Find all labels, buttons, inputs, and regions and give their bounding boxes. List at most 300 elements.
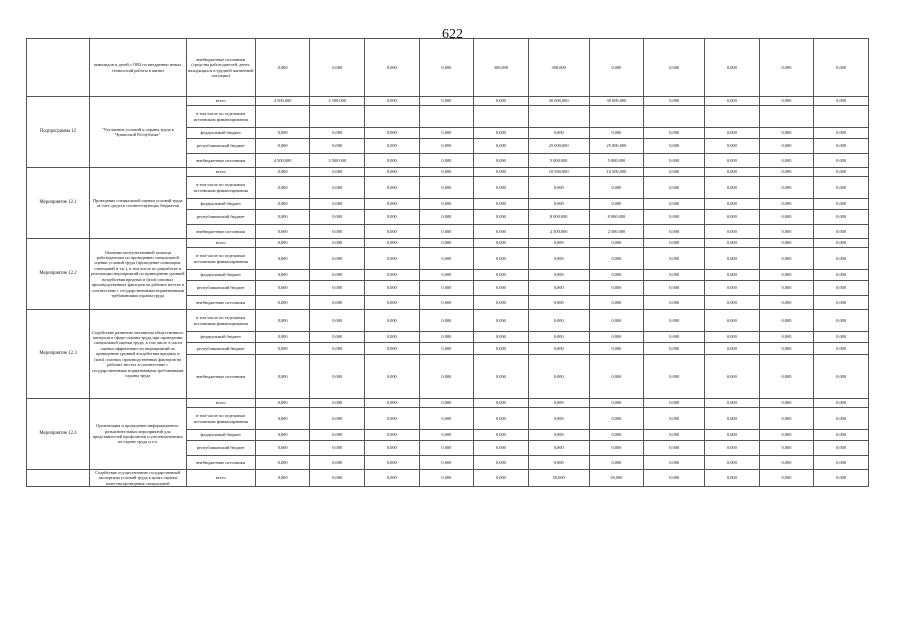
- amount-cell: 0,000: [814, 343, 869, 355]
- amount-cell: 0,000: [759, 97, 814, 106]
- funding-source-cell: всего: [186, 168, 255, 177]
- table-row: [27, 399, 869, 408]
- amount-cell: 0,000: [419, 456, 474, 470]
- amount-cell: 0,000: [644, 310, 705, 332]
- amount-cell: 0,000: [644, 199, 705, 210]
- amount-cell: 8 000,000: [589, 210, 644, 225]
- funding-source-cell: в том числе по отдельным источникам финансирования: [186, 310, 255, 332]
- amount-cell: 0,000: [644, 296, 705, 310]
- amount-cell: 0,000: [365, 399, 420, 408]
- amount-cell: 0,000: [365, 39, 420, 97]
- amount-cell: 0,000: [814, 177, 869, 199]
- amount-cell: 4 500,000: [255, 97, 310, 106]
- program-code-cell: Мероприятие 12.4: [27, 399, 90, 470]
- amount-cell: 0,000: [705, 177, 760, 199]
- program-code-cell: Подпрограмма 12: [27, 97, 90, 168]
- program-code-cell: Мероприятие 12.2: [27, 239, 90, 310]
- amount-cell: 0,000: [759, 225, 814, 239]
- amount-cell: 0,000: [310, 296, 365, 310]
- funding-source-cell: всего: [186, 470, 255, 487]
- funding-source-cell: всего: [186, 239, 255, 248]
- amount-cell: 0,000: [310, 441, 365, 456]
- amount-cell: 0,000: [528, 296, 589, 310]
- amount-cell: 0,000: [419, 239, 474, 248]
- amount-cell: 0,000: [759, 470, 814, 487]
- amount-cell: 0,000: [814, 270, 869, 281]
- amount-cell: 0,000: [759, 296, 814, 310]
- amount-cell: 0,000: [644, 332, 705, 343]
- amount-cell: 2 500,000: [528, 225, 589, 239]
- funding-source-cell: федеральный бюджет: [186, 332, 255, 343]
- amount-cell: 0,000: [705, 210, 760, 225]
- amount-cell: 0,000: [310, 210, 365, 225]
- amount-cell: 0,000: [705, 239, 760, 248]
- program-name-cell: Организация и проведение информационно-разъяснительных мероприятий для представителей профсоюзов и уполномоченных по охране труда и т.п.: [89, 399, 186, 470]
- amount-cell: 0,000: [759, 270, 814, 281]
- amount-cell: 0,000: [474, 139, 529, 154]
- amount-cell: 0,000: [310, 281, 365, 296]
- amount-cell: 0,000: [419, 332, 474, 343]
- amount-cell: 0,000: [419, 248, 474, 270]
- amount-cell: 0,000: [365, 456, 420, 470]
- funding-source-cell: в том числе по отдельным источникам финансирования: [186, 177, 255, 199]
- amount-cell: 0,000: [589, 296, 644, 310]
- program-name-cell: Содействие осуществлению государственной экспертизы условий труда в целях оценки качества проведения специальной: [89, 470, 186, 487]
- amount-cell: 0,000: [705, 310, 760, 332]
- amount-cell: 0,000: [474, 456, 529, 470]
- amount-cell: 0,000: [310, 355, 365, 399]
- amount-cell: 25 000,000: [589, 139, 644, 154]
- funding-source-cell: в том числе по отдельным источникам финансирования: [186, 106, 255, 128]
- amount-cell: 0,000: [474, 470, 529, 487]
- amount-cell: 0,000: [310, 168, 365, 177]
- amount-cell: 0,000: [814, 139, 869, 154]
- amount-cell: 0,000: [814, 199, 869, 210]
- amount-cell: 0,000: [365, 470, 420, 487]
- amount-cell: 0,000: [419, 441, 474, 456]
- table-row: [27, 239, 869, 248]
- amount-cell: 0,000: [474, 210, 529, 225]
- program-name-cell: инвалидов и детей с ОВЗ по внедрению новых технологий работы в жизни: [89, 39, 186, 97]
- amount-cell: 0,000: [474, 355, 529, 399]
- amount-cell: 0,000: [759, 399, 814, 408]
- amount-cell: 0,000: [528, 177, 589, 199]
- amount-cell: 0,000: [310, 470, 365, 487]
- funding-source-cell: республиканский бюджет: [186, 343, 255, 355]
- table-row: [27, 310, 869, 332]
- amount-cell: 0,000: [644, 343, 705, 355]
- amount-cell: 0,000: [814, 355, 869, 399]
- amount-cell: 0,000: [419, 343, 474, 355]
- amount-cell: 8 000,000: [528, 210, 589, 225]
- amount-cell: 0,000: [705, 456, 760, 470]
- amount-cell: 0,000: [814, 310, 869, 332]
- amount-cell: 0,000: [310, 199, 365, 210]
- amount-cell: 0,000: [255, 310, 310, 332]
- amount-cell: 0,000: [528, 456, 589, 470]
- amount-cell: 0,000: [528, 310, 589, 332]
- funding-source-cell: республиканский бюджет: [186, 441, 255, 456]
- amount-cell: 0,000: [589, 408, 644, 430]
- funding-source-cell: республиканский бюджет: [186, 139, 255, 154]
- amount-cell: 0,000: [310, 177, 365, 199]
- amount-cell: 0,000: [255, 332, 310, 343]
- amount-cell: 0,000: [759, 343, 814, 355]
- amount-cell: 0,000: [705, 430, 760, 441]
- amount-cell: 0,000: [474, 310, 529, 332]
- amount-cell: 0,000: [255, 408, 310, 430]
- amount-cell: 0,000: [255, 470, 310, 487]
- amount-cell: 0,000: [589, 177, 644, 199]
- amount-cell: 0,000: [705, 296, 760, 310]
- program-name-cell: "Улучшение условий и охраны труда в Чувашской Республике": [89, 97, 186, 168]
- amount-cell: 0,000: [255, 39, 310, 97]
- funding-source-cell: внебюджетные источники: [186, 456, 255, 470]
- amount-cell: 0,000: [759, 168, 814, 177]
- amount-cell: 0,000: [644, 128, 705, 139]
- amount-cell: 0,000: [365, 343, 420, 355]
- amount-cell: 0,000: [705, 225, 760, 239]
- amount-cell: 4 500,000: [255, 154, 310, 168]
- amount-cell: 0,000: [474, 408, 529, 430]
- amount-cell: 0,000: [255, 343, 310, 355]
- amount-cell: 0,000: [365, 168, 420, 177]
- amount-cell: 0,000: [528, 128, 589, 139]
- funding-source-cell: республиканский бюджет: [186, 210, 255, 225]
- amount-cell: 0,000: [365, 239, 420, 248]
- amount-cell: 0,000: [644, 470, 705, 487]
- program-code-cell: Мероприятие 12.3: [27, 310, 90, 399]
- amount-cell: 0,000: [589, 430, 644, 441]
- amount-cell: 0,000: [419, 225, 474, 239]
- amount-cell: 0,000: [528, 199, 589, 210]
- amount-cell: 0,000: [474, 177, 529, 199]
- amount-cell: 0,000: [419, 154, 474, 168]
- amount-cell: 0,000: [474, 281, 529, 296]
- amount-cell: 0,000: [474, 430, 529, 441]
- amount-cell: 0,000: [255, 248, 310, 270]
- amount-cell: 0,000: [528, 239, 589, 248]
- amount-cell: 0,000: [310, 399, 365, 408]
- amount-cell: 0,000: [589, 441, 644, 456]
- program-code-cell: [27, 39, 90, 97]
- amount-cell: 0,000: [474, 399, 529, 408]
- amount-cell: 0,000: [474, 332, 529, 343]
- amount-cell: 0,000: [419, 408, 474, 430]
- amount-cell: 0,000: [705, 97, 760, 106]
- amount-cell: 0,000: [419, 210, 474, 225]
- amount-cell: 0,000: [705, 343, 760, 355]
- amount-cell: 0,000: [759, 332, 814, 343]
- amount-cell: 0,000: [814, 154, 869, 168]
- amount-cell: 0,000: [705, 139, 760, 154]
- amount-cell: 0,000: [255, 441, 310, 456]
- amount-cell: 0,000: [705, 39, 760, 97]
- amount-cell: 0,000: [474, 296, 529, 310]
- amount-cell: [365, 106, 420, 128]
- amount-cell: 0,000: [759, 248, 814, 270]
- amount-cell: [474, 106, 529, 128]
- amount-cell: 0,000: [589, 456, 644, 470]
- amount-cell: [814, 106, 869, 128]
- amount-cell: 0,000: [419, 310, 474, 332]
- amount-cell: 0,000: [365, 128, 420, 139]
- amount-cell: 0,000: [365, 310, 420, 332]
- amount-cell: 0,000: [759, 239, 814, 248]
- amount-cell: 0,000: [255, 168, 310, 177]
- amount-cell: 0,000: [528, 332, 589, 343]
- table-row: [27, 168, 869, 177]
- amount-cell: 50,000: [589, 470, 644, 487]
- amount-cell: 5 000,000: [589, 154, 644, 168]
- amount-cell: 0,000: [705, 281, 760, 296]
- amount-cell: 0,000: [759, 430, 814, 441]
- amount-cell: 0,000: [589, 355, 644, 399]
- amount-cell: 0,000: [759, 281, 814, 296]
- program-name-cell: Проведение специальной оценки условий труда за счет средств соответствующих бюджетов: [89, 168, 186, 239]
- amount-cell: 0,000: [705, 270, 760, 281]
- amount-cell: 0,000: [589, 239, 644, 248]
- amount-cell: 0,000: [310, 39, 365, 97]
- amount-cell: 0,000: [814, 97, 869, 106]
- amount-cell: 0,000: [589, 199, 644, 210]
- amount-cell: 0,000: [759, 456, 814, 470]
- funding-source-cell: федеральный бюджет: [186, 128, 255, 139]
- amount-cell: 3 500,000: [310, 97, 365, 106]
- amount-cell: 0,000: [705, 408, 760, 430]
- amount-cell: 0,000: [365, 97, 420, 106]
- budget-table-container: [26, 38, 869, 591]
- amount-cell: 0,000: [255, 199, 310, 210]
- page-number: 622: [442, 27, 463, 42]
- amount-cell: 0,000: [474, 343, 529, 355]
- funding-source-cell: федеральный бюджет: [186, 199, 255, 210]
- amount-cell: 0,000: [644, 177, 705, 199]
- amount-cell: 0,000: [644, 270, 705, 281]
- amount-cell: 0,000: [310, 139, 365, 154]
- amount-cell: 0,000: [814, 225, 869, 239]
- amount-cell: 0,000: [814, 430, 869, 441]
- amount-cell: 0,000: [419, 296, 474, 310]
- amount-cell: 0,000: [814, 456, 869, 470]
- funding-source-cell: в том числе по отдельным источникам финансирования: [186, 248, 255, 270]
- amount-cell: 0,000: [705, 199, 760, 210]
- amount-cell: 0,000: [644, 456, 705, 470]
- funding-source-cell: внебюджетные источники (средства работодателей, денег, находящихся в трудной жизненной ситуации): [186, 39, 255, 97]
- amount-cell: 0,000: [589, 281, 644, 296]
- amount-cell: 0,000: [644, 225, 705, 239]
- amount-cell: 0,000: [644, 248, 705, 270]
- amount-cell: 0,000: [644, 355, 705, 399]
- table-row: [27, 470, 869, 487]
- amount-cell: 0,000: [419, 39, 474, 97]
- funding-source-cell: всего: [186, 97, 255, 106]
- amount-cell: 0,000: [419, 430, 474, 441]
- amount-cell: 0,000: [814, 399, 869, 408]
- funding-source-cell: внебюджетные источники: [186, 154, 255, 168]
- amount-cell: 30 000,000: [589, 97, 644, 106]
- amount-cell: 0,000: [705, 441, 760, 456]
- amount-cell: 5 000,000: [528, 154, 589, 168]
- amount-cell: 0,000: [255, 210, 310, 225]
- amount-cell: 0,000: [474, 128, 529, 139]
- amount-cell: 0,000: [814, 470, 869, 487]
- amount-cell: 0,000: [255, 430, 310, 441]
- amount-cell: 0,000: [759, 139, 814, 154]
- amount-cell: [419, 106, 474, 128]
- amount-cell: 10 500,000: [528, 168, 589, 177]
- amount-cell: 0,000: [365, 281, 420, 296]
- amount-cell: 0,000: [814, 332, 869, 343]
- amount-cell: 25 000,000: [528, 139, 589, 154]
- amount-cell: 0,000: [474, 168, 529, 177]
- amount-cell: 0,000: [589, 310, 644, 332]
- amount-cell: 0,000: [255, 177, 310, 199]
- amount-cell: 0,000: [528, 355, 589, 399]
- amount-cell: 0,000: [474, 225, 529, 239]
- amount-cell: 0,000: [814, 128, 869, 139]
- amount-cell: 0,000: [528, 248, 589, 270]
- amount-cell: 0,000: [705, 470, 760, 487]
- amount-cell: 0,000: [255, 355, 310, 399]
- amount-cell: 0,000: [644, 399, 705, 408]
- amount-cell: 0,000: [419, 470, 474, 487]
- program-code-cell: Мероприятие 12.1: [27, 168, 90, 239]
- amount-cell: 0,000: [255, 139, 310, 154]
- amount-cell: 0,000: [365, 441, 420, 456]
- amount-cell: 0,000: [705, 168, 760, 177]
- amount-cell: 0,000: [644, 168, 705, 177]
- amount-cell: 0,000: [589, 39, 644, 97]
- amount-cell: 0,000: [474, 97, 529, 106]
- amount-cell: 0,000: [814, 441, 869, 456]
- amount-cell: 0,000: [255, 128, 310, 139]
- amount-cell: 0,000: [644, 441, 705, 456]
- amount-cell: 0,000: [759, 128, 814, 139]
- amount-cell: [310, 106, 365, 128]
- amount-cell: 0,000: [589, 399, 644, 408]
- funding-source-cell: внебюджетные источники: [186, 225, 255, 239]
- amount-cell: 0,000: [814, 281, 869, 296]
- amount-cell: 0,000: [255, 399, 310, 408]
- amount-cell: 0,000: [365, 154, 420, 168]
- amount-cell: [589, 106, 644, 128]
- amount-cell: 0,000: [644, 39, 705, 97]
- program-name-cell: Содействие развитию механизма общественного контроля в сфере охраны труда при проведении специальной оценки труда, в том числе в части оценки эффективности мероприятий по приведению уровней воздействия вредных и (или) опасных производственных факторов на рабочих местах в соответствие с государственными нормативными требованиями охраны труда: [89, 310, 186, 399]
- amount-cell: 0,000: [419, 177, 474, 199]
- amount-cell: 0,000: [644, 281, 705, 296]
- amount-cell: 0,000: [419, 128, 474, 139]
- amount-cell: 0,000: [474, 199, 529, 210]
- amount-cell: 0,000: [759, 355, 814, 399]
- amount-cell: 0,000: [310, 225, 365, 239]
- amount-cell: 0,000: [365, 225, 420, 239]
- amount-cell: 0,000: [365, 430, 420, 441]
- amount-cell: 0,000: [528, 441, 589, 456]
- amount-cell: 30 000,000: [528, 97, 589, 106]
- amount-cell: 2 500,000: [589, 225, 644, 239]
- amount-cell: 0,000: [310, 248, 365, 270]
- amount-cell: 0,000: [814, 239, 869, 248]
- amount-cell: 0,000: [589, 128, 644, 139]
- funding-source-cell: республиканский бюджет: [186, 281, 255, 296]
- amount-cell: 0,000: [419, 355, 474, 399]
- amount-cell: 0,000: [528, 343, 589, 355]
- amount-cell: 0,000: [759, 154, 814, 168]
- amount-cell: 0,000: [255, 281, 310, 296]
- funding-source-cell: федеральный бюджет: [186, 430, 255, 441]
- amount-cell: 0,000: [705, 248, 760, 270]
- amount-cell: 0,000: [365, 296, 420, 310]
- amount-cell: 0,000: [365, 210, 420, 225]
- amount-cell: 0,000: [589, 248, 644, 270]
- amount-cell: 0,000: [644, 430, 705, 441]
- amount-cell: 0,000: [310, 456, 365, 470]
- amount-cell: 0,000: [705, 332, 760, 343]
- amount-cell: 0,000: [255, 225, 310, 239]
- amount-cell: 0,000: [644, 239, 705, 248]
- amount-cell: 0,000: [310, 270, 365, 281]
- amount-cell: 0,000: [419, 270, 474, 281]
- amount-cell: [759, 106, 814, 128]
- funding-source-cell: внебюджетные источники: [186, 355, 255, 399]
- amount-cell: 0,000: [419, 139, 474, 154]
- amount-cell: 0,000: [255, 270, 310, 281]
- amount-cell: 0,000: [759, 39, 814, 97]
- amount-cell: 0,000: [705, 154, 760, 168]
- amount-cell: 0,000: [365, 177, 420, 199]
- amount-cell: 0,000: [814, 296, 869, 310]
- amount-cell: 0,000: [644, 210, 705, 225]
- amount-cell: 0,000: [759, 210, 814, 225]
- amount-cell: 0,000: [814, 168, 869, 177]
- amount-cell: 0,000: [814, 210, 869, 225]
- amount-cell: 0,000: [255, 456, 310, 470]
- amount-cell: 0,000: [589, 270, 644, 281]
- amount-cell: 0,000: [365, 270, 420, 281]
- program-code-cell: [27, 470, 90, 487]
- amount-cell: 0,000: [310, 343, 365, 355]
- amount-cell: 0,000: [528, 281, 589, 296]
- amount-cell: 0,000: [365, 408, 420, 430]
- amount-cell: 0,000: [419, 281, 474, 296]
- amount-cell: 50,000: [528, 470, 589, 487]
- amount-cell: 0,000: [474, 270, 529, 281]
- funding-source-cell: федеральный бюджет: [186, 270, 255, 281]
- funding-source-cell: внебюджетные источники: [186, 296, 255, 310]
- amount-cell: 0,000: [310, 128, 365, 139]
- amount-cell: 0,000: [759, 177, 814, 199]
- funding-source-cell: в том числе по отдельным источникам финансирования: [186, 408, 255, 430]
- amount-cell: 300,000: [474, 39, 529, 97]
- amount-cell: 0,000: [589, 332, 644, 343]
- amount-cell: 0,000: [255, 239, 310, 248]
- amount-cell: 0,000: [528, 408, 589, 430]
- amount-cell: 0,000: [644, 139, 705, 154]
- amount-cell: 0,000: [474, 441, 529, 456]
- amount-cell: [255, 106, 310, 128]
- amount-cell: [528, 106, 589, 128]
- amount-cell: 0,000: [419, 168, 474, 177]
- amount-cell: 0,000: [365, 139, 420, 154]
- amount-cell: 0,000: [419, 399, 474, 408]
- amount-cell: 0,000: [365, 355, 420, 399]
- amount-cell: 0,000: [310, 310, 365, 332]
- amount-cell: 300,000: [528, 39, 589, 97]
- amount-cell: 0,000: [528, 399, 589, 408]
- amount-cell: 0,000: [759, 408, 814, 430]
- amount-cell: [705, 106, 760, 128]
